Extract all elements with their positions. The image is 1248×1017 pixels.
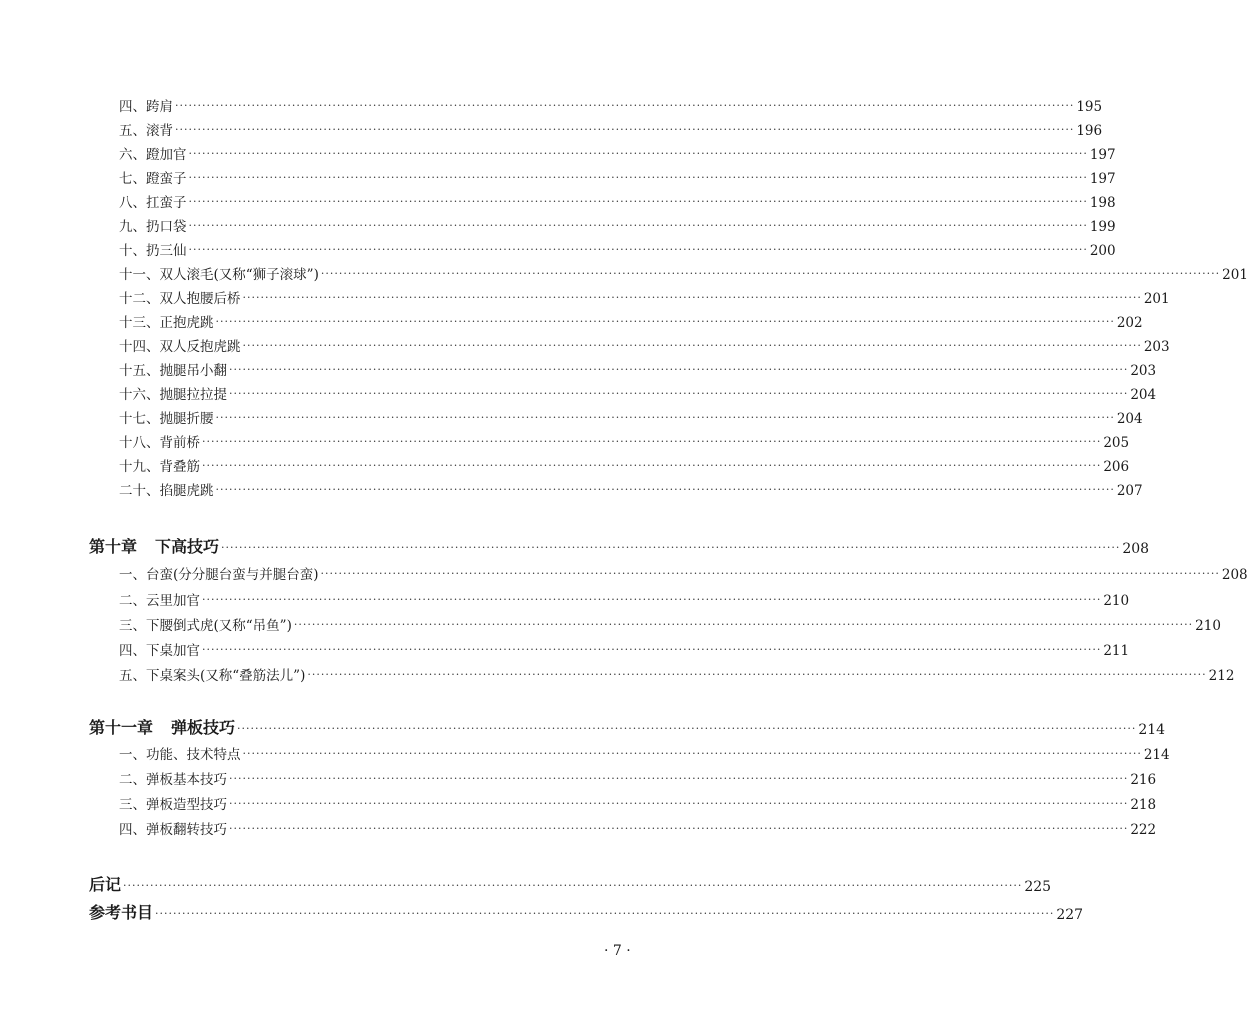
toc-entry-label: 十四、双人反抱虎跳 bbox=[119, 339, 241, 355]
toc-entry bbox=[119, 407, 1143, 427]
backmatter-label: 后记 bbox=[89, 875, 122, 894]
toc-page-number: 204 bbox=[1116, 411, 1143, 427]
toc-entry-label: 六、蹬加官 bbox=[119, 147, 187, 163]
toc-page-number: 199 bbox=[1089, 219, 1116, 235]
toc-page-number: 195 bbox=[1076, 99, 1103, 115]
toc-entry-label: 十一、双人滚毛(又称“狮子滚球”) bbox=[119, 267, 319, 283]
toc-entry bbox=[119, 563, 1248, 583]
toc-entry bbox=[119, 614, 1221, 634]
toc-page-number: 198 bbox=[1089, 195, 1116, 211]
chapter-number: 第十一章 bbox=[89, 718, 154, 737]
toc-entry bbox=[119, 335, 1170, 355]
dot-leader: ········································································································································································································ bbox=[229, 363, 1129, 376]
toc-entry-label: 五、下桌案头(又称“叠筋法儿”) bbox=[119, 668, 306, 684]
toc-entry-label: 十三、正抱虎跳 bbox=[119, 315, 214, 331]
toc-page-number: 207 bbox=[1116, 483, 1143, 499]
toc-entry bbox=[119, 431, 1130, 451]
toc-page-number: 227 bbox=[1056, 907, 1084, 923]
toc-page-number: 211 bbox=[1103, 643, 1130, 659]
dot-leader: ········································································································································································································ bbox=[202, 459, 1102, 472]
toc-entry-label: 四、弹板翻转技巧 bbox=[119, 822, 227, 838]
toc-page-number: 197 bbox=[1089, 147, 1116, 163]
toc-entry bbox=[119, 818, 1157, 838]
toc-entry-label: 五、滚背 bbox=[119, 123, 173, 139]
toc-entry bbox=[119, 239, 1116, 259]
chapter-title: 弹板技巧 bbox=[171, 718, 236, 737]
dot-leader: ········································································································································································································ bbox=[320, 567, 1220, 580]
dot-leader: ········································································································································································································ bbox=[229, 387, 1129, 400]
toc-page-number: 206 bbox=[1103, 459, 1130, 475]
toc-entry-label: 二、云里加官 bbox=[119, 593, 200, 609]
toc-page-number: 222 bbox=[1130, 822, 1157, 838]
backmatter-entry bbox=[89, 873, 1052, 895]
toc-entry-label: 二十、掐腿虎跳 bbox=[119, 483, 214, 499]
toc-entry bbox=[119, 793, 1157, 813]
toc-entry bbox=[119, 743, 1170, 763]
chapter-heading bbox=[89, 716, 1166, 738]
toc-page-number: 203 bbox=[1143, 339, 1170, 355]
toc-page-number: 210 bbox=[1195, 618, 1221, 634]
dot-leader: ········································································································································································································ bbox=[229, 822, 1129, 835]
toc-entry-label: 三、弹板造型技巧 bbox=[119, 797, 227, 813]
toc-entry bbox=[119, 479, 1143, 499]
dot-leader: ········································································································································································································ bbox=[202, 643, 1102, 656]
page-folio: · 7 · bbox=[604, 943, 631, 959]
toc-entry-label: 二、弹板基本技巧 bbox=[119, 772, 227, 788]
toc-page-number: 210 bbox=[1103, 593, 1130, 609]
dot-leader: ········································································································································································································ bbox=[188, 195, 1088, 208]
toc-page-number: 196 bbox=[1076, 123, 1103, 139]
toc-entry-label: 十、扔三仙 bbox=[119, 243, 187, 259]
toc-entry-label: 四、下桌加官 bbox=[119, 643, 200, 659]
toc-page-number: 202 bbox=[1116, 315, 1143, 331]
toc-entry bbox=[119, 263, 1248, 283]
toc-entry-label: 七、蹬蛮子 bbox=[119, 171, 187, 187]
dot-leader: ········································································································································································································ bbox=[242, 339, 1142, 352]
toc-entry-label: 十六、抛腿拉拉提 bbox=[119, 387, 227, 403]
toc-entry bbox=[119, 167, 1116, 187]
toc-page-number: 212 bbox=[1208, 668, 1235, 684]
dot-leader: ········································································································································································································ bbox=[188, 147, 1088, 160]
toc-entry-label: 八、扛蛮子 bbox=[119, 195, 187, 211]
dot-leader: ········································································································································································································ bbox=[155, 907, 1055, 920]
dot-leader: ········································································································································································································ bbox=[188, 243, 1088, 256]
toc-entry-label: 十七、抛腿折腰 bbox=[119, 411, 214, 427]
chapter-heading bbox=[89, 535, 1150, 557]
toc-entry bbox=[119, 768, 1157, 788]
dot-leader: ········································································································································································································ bbox=[175, 99, 1075, 112]
toc-entry bbox=[119, 383, 1157, 403]
toc-page-number: 201 bbox=[1143, 291, 1170, 307]
dot-leader: ········································································································································································································ bbox=[229, 772, 1129, 785]
toc-entry bbox=[119, 143, 1116, 163]
toc-entry bbox=[119, 455, 1130, 475]
toc-entry-label: 一、台蛮(分分腿台蛮与并腿台蛮) bbox=[119, 567, 319, 583]
toc-page-number: 203 bbox=[1130, 363, 1157, 379]
toc-entry-label: 十九、背叠筋 bbox=[119, 459, 200, 475]
toc-entry bbox=[119, 95, 1103, 115]
toc-page-number: 218 bbox=[1130, 797, 1157, 813]
toc-entry-label: 十二、双人抱腰后桥 bbox=[119, 291, 241, 307]
toc-entry-label: 三、下腰倒式虎(又称“吊鱼”) bbox=[119, 618, 292, 634]
dot-leader: ········································································································································································································ bbox=[215, 483, 1115, 496]
toc-page-number: 208 bbox=[1122, 541, 1150, 557]
toc-entry-label: 九、扔口袋 bbox=[119, 219, 187, 235]
dot-leader: ········································································································································································································ bbox=[293, 618, 1194, 631]
toc-entry bbox=[119, 664, 1235, 684]
dot-leader: ········································································································································································································ bbox=[237, 722, 1137, 735]
dot-leader: ········································································································································································································ bbox=[123, 879, 1023, 892]
toc-page-number: 201 bbox=[1222, 267, 1248, 283]
dot-leader: ········································································································································································································ bbox=[215, 411, 1115, 424]
toc-page-number: 204 bbox=[1130, 387, 1157, 403]
dot-leader: ········································································································································································································ bbox=[242, 747, 1142, 760]
toc-page-number: 225 bbox=[1024, 879, 1052, 895]
toc-page-number: 214 bbox=[1138, 722, 1166, 738]
dot-leader: ········································································································································································································ bbox=[221, 541, 1121, 554]
dot-leader: ········································································································································································································ bbox=[202, 593, 1102, 606]
toc-entry-label: 四、跨肩 bbox=[119, 99, 173, 115]
toc-entry bbox=[119, 119, 1103, 139]
toc-entry-label: 十五、抛腿吊小翻 bbox=[119, 363, 227, 379]
dot-leader: ········································································································································································································ bbox=[175, 123, 1075, 136]
chapter-number: 第十章 bbox=[89, 537, 138, 556]
toc-entry bbox=[119, 215, 1116, 235]
dot-leader: ········································································································································································································ bbox=[188, 219, 1088, 232]
toc-entry bbox=[119, 287, 1170, 307]
backmatter-label: 参考书目 bbox=[89, 903, 154, 922]
dot-leader: ········································································································································································································ bbox=[229, 797, 1129, 810]
dot-leader: ········································································································································································································ bbox=[320, 267, 1221, 280]
dot-leader: ········································································································································································································ bbox=[215, 315, 1115, 328]
toc-page-number: 200 bbox=[1089, 243, 1116, 259]
toc-entry-label: 十八、背前桥 bbox=[119, 435, 200, 451]
toc-entry bbox=[119, 359, 1157, 379]
chapter-title: 下高技巧 bbox=[155, 537, 220, 556]
backmatter-entry bbox=[89, 901, 1084, 923]
dot-leader: ········································································································································································································ bbox=[242, 291, 1142, 304]
toc-entry bbox=[119, 589, 1130, 609]
toc-entry bbox=[119, 311, 1143, 331]
toc-page-number: 216 bbox=[1130, 772, 1157, 788]
dot-leader: ········································································································································································································ bbox=[202, 435, 1102, 448]
toc-entry bbox=[119, 191, 1116, 211]
dot-leader: ········································································································································································································ bbox=[188, 171, 1088, 184]
toc-page-number: 214 bbox=[1143, 747, 1170, 763]
dot-leader: ········································································································································································································ bbox=[307, 668, 1207, 681]
toc-entry bbox=[119, 639, 1130, 659]
toc-page-number: 208 bbox=[1221, 567, 1248, 583]
toc-page-number: 197 bbox=[1089, 171, 1116, 187]
toc-page-number: 205 bbox=[1103, 435, 1130, 451]
toc-entry-label: 一、功能、技术特点 bbox=[119, 747, 241, 763]
